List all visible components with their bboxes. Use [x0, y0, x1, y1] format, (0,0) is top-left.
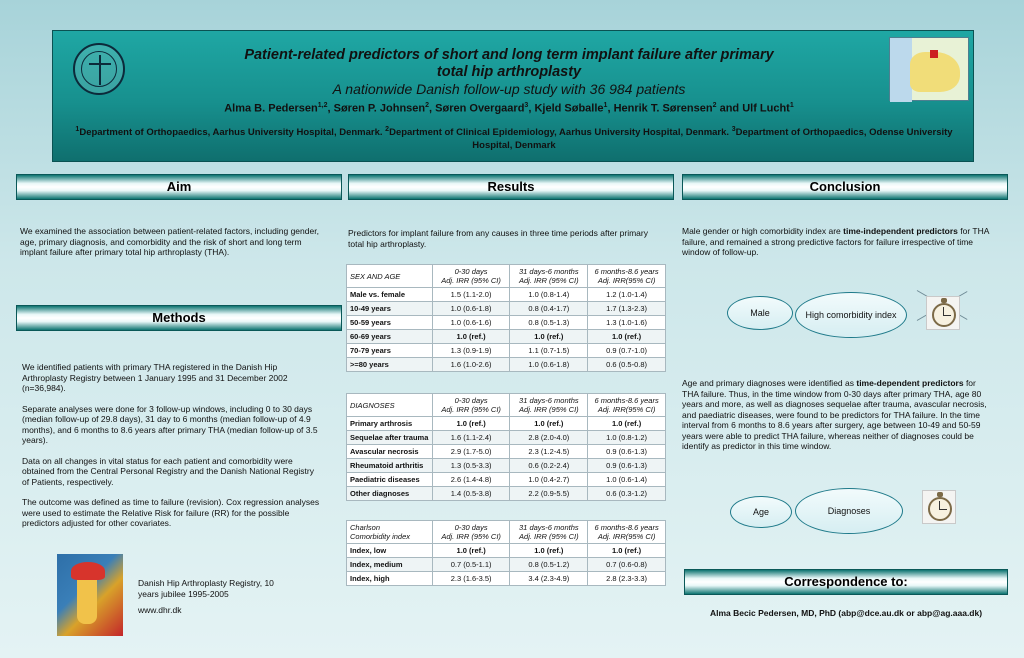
table-cell: 0.8 (0.4-1.7): [510, 302, 588, 316]
aim-heading: Aim: [16, 174, 342, 200]
table-header-row: [347, 394, 666, 417]
row-label: Index, low: [347, 544, 433, 558]
sex-age-table: [346, 264, 666, 372]
affiliation-mark: 2: [385, 126, 390, 133]
table-header-cell: [588, 394, 666, 417]
table-cell: 1.0 (ref.): [432, 417, 510, 431]
author-affiliation-mark: 1: [603, 102, 608, 109]
row-label: Male vs. female: [347, 288, 433, 302]
table-cell: 0.9 (0.6-1.3): [588, 445, 666, 459]
table-header-text: SEX AND AGE: [350, 271, 401, 281]
table-row: [347, 288, 666, 302]
table-cell: 0.6 (0.2-2.4): [510, 459, 588, 473]
table-cell: 0.8 (0.5-1.3): [510, 316, 588, 330]
author-name: Søren P. Johnsen: [333, 102, 426, 115]
table-header-cell: [347, 521, 433, 544]
pocket-watch-icon: [926, 296, 960, 330]
affiliation-mark: 1: [75, 126, 80, 133]
diagnoses-oval: Diagnoses: [795, 488, 903, 534]
author-name: Kjeld Søballe: [534, 102, 604, 115]
table-header-text: 0-30 days: [454, 396, 488, 405]
row-label: Primary arthrosis: [347, 417, 433, 431]
table-header-text: 31 days-6 months: [518, 267, 579, 276]
table-header-text: 0-30 days: [454, 267, 488, 276]
author-name: Søren Overgaard: [435, 102, 525, 115]
conclusion-emphasis: time-dependent predictors: [856, 378, 964, 388]
table-cell: 0.6 (0.3-1.2): [588, 487, 666, 501]
author-list: [133, 98, 885, 117]
table-row: [347, 473, 666, 487]
table-cell: 2.8 (2.0-4.0): [510, 431, 588, 445]
table-header-text: 31 days-6 months: [519, 396, 579, 405]
table-cell: 1.0 (0.4-2.7): [510, 473, 588, 487]
table-row: [347, 330, 666, 344]
row-label: Other diagnoses: [347, 487, 433, 501]
affiliation-text: Department of Clinical Epidemiology, Aarhus University Hospital, Denmark.: [389, 127, 732, 139]
diagnoses-table: [346, 393, 666, 501]
table-header-text: 6 months-8.6 years: [594, 523, 659, 532]
table-row: [347, 358, 666, 372]
row-label: Sequelae after trauma: [347, 431, 433, 445]
conclusion-emphasis: time-independent predictors: [843, 226, 958, 236]
male-oval: Male: [727, 296, 793, 330]
table-cell: 0.7 (0.6-0.8): [588, 558, 666, 572]
table-row: [347, 459, 666, 473]
row-label: 60-69 years: [347, 330, 433, 344]
table-row: [347, 431, 666, 445]
table-row: [347, 417, 666, 431]
table-header-text: DIAGNOSES: [350, 400, 395, 410]
affiliation-text: Department of Orthopaedics, Aarhus University Hospital, Denmark.: [79, 127, 386, 139]
row-label: Index, medium: [347, 558, 433, 572]
author-affiliation-mark: 2: [425, 102, 430, 109]
table-cell: 0.6 (0.5-0.8): [588, 358, 666, 372]
table-header-text: Adj. IRR (95% CI): [441, 405, 501, 414]
dhr-caption: [138, 578, 308, 616]
author-separator: ,: [429, 102, 436, 115]
table-cell: 2.3 (1.6-3.5): [432, 572, 510, 586]
table-header-cell: [510, 265, 588, 288]
table-cell: 1.3 (1.0-1.6): [588, 316, 666, 330]
table-cell: 1.4 (0.5-3.8): [432, 487, 510, 501]
methods-paragraph: Data on all changes in vital status for each patient and comorbidity were obtained from the Central Personal Registry and the Danish National Registry of Patients, respectively.: [22, 455, 314, 487]
table-header-cell: [432, 265, 510, 288]
methods-heading: Methods: [16, 305, 342, 331]
table-cell: 1.7 (1.3-2.3): [588, 302, 666, 316]
table-cell: 1.2 (1.0-1.4): [588, 288, 666, 302]
poster-subtitle: A nationwide Danish follow-up study with 36 984 patients: [332, 81, 686, 97]
table-header-text: 6 months-8.6 years: [594, 396, 659, 405]
table-cell: 1.0 (ref.): [510, 417, 588, 431]
table-header-cell: [588, 521, 666, 544]
table-cell: 2.6 (1.4-4.8): [432, 473, 510, 487]
table-cell: 0.7 (0.5-1.1): [432, 558, 510, 572]
table-cell: 2.2 (0.9-5.5): [510, 487, 588, 501]
table-header-row: [347, 265, 666, 288]
affiliation-text: Department of Orthopaedics, Odense University Hospital, Denmark: [472, 127, 953, 152]
comorbidity-table: [346, 520, 666, 586]
table-header-cell: [588, 265, 666, 288]
table-header-text: Adj. IRR (95% CI): [519, 532, 579, 541]
table-header-text: Adj. IRR (95% CI): [518, 276, 579, 285]
table-cell: 1.0 (ref.): [510, 330, 588, 344]
correspondence-text: Alma Becic Pedersen, MD, PhD (abp@dce.au.dk or abp@ag.aaa.dk): [709, 608, 983, 618]
table-cell: 1.0 (0.8-1.4): [510, 288, 588, 302]
author-name: Ulf Lucht: [742, 102, 790, 115]
author-affiliation-mark: 1,2: [317, 102, 328, 109]
pocket-watch-icon: [922, 490, 956, 524]
table-header-cell: [510, 394, 588, 417]
dhr-caption-line2: years jubilee 1995-2005: [138, 588, 229, 599]
conclusion-text: for THA failure, and remained a strong predictive factors for failure irrespective of time window of follow-up.: [682, 226, 989, 257]
dhr-jubilee-image: [57, 554, 123, 636]
table-cell: 0.9 (0.7-1.0): [588, 344, 666, 358]
table-row: [347, 302, 666, 316]
table-header-text: Adj. IRR (95% CI): [519, 405, 579, 414]
table-cell: 1.0 (ref.): [432, 544, 510, 558]
table-cell: 1.0 (0.8-1.2): [588, 431, 666, 445]
dhr-url-link[interactable]: www.dhr.dk: [138, 605, 182, 615]
conclusion-paragraph-1: [682, 226, 992, 258]
table-row: [347, 558, 666, 572]
table-header-cell: [347, 265, 433, 288]
table-cell: 2.9 (1.7-5.0): [432, 445, 510, 459]
table-cell: 1.0 (0.6-1.6): [432, 316, 510, 330]
correspondence-heading: Correspondence to:: [684, 569, 1008, 595]
affiliations: [61, 123, 967, 152]
conclusion-paragraph-2: [682, 378, 992, 452]
author-affiliation-mark: 2: [712, 102, 717, 109]
table-row: [347, 572, 666, 586]
row-label: >=80 years: [347, 358, 433, 372]
table-row: [347, 445, 666, 459]
conclusion-text: Age and primary diagnoses were identified as: [682, 378, 857, 388]
table-row: [347, 344, 666, 358]
author-name: Henrik T. Sørensen: [613, 102, 713, 115]
results-heading: Results: [348, 174, 674, 200]
row-label: Paediatric diseases: [347, 473, 433, 487]
table-cell: 1.6 (1.0-2.6): [432, 358, 510, 372]
methods-paragraph: The outcome was defined as time to failure (revision). Cox regression analyses were used to estimate the Relative Risk for failure (RR) for the possible predictors adjusted for other covariates.: [22, 497, 320, 528]
table-cell: 1.0 (ref.): [588, 330, 666, 344]
row-label: 50-59 years: [347, 316, 433, 330]
table-header-cell: [510, 521, 588, 544]
table-cell: 1.3 (0.9-1.9): [432, 344, 510, 358]
affiliation-mark: 3: [731, 126, 736, 133]
conclusion-heading: Conclusion: [682, 174, 1008, 200]
table-row: [347, 487, 666, 501]
table-header-text: Adj. IRR (95% CI): [441, 532, 501, 541]
table-cell: 1.1 (0.7-1.5): [510, 344, 588, 358]
comorbidity-oval: High comorbidity index: [795, 292, 907, 338]
table-cell: 1.6 (1.1-2.4): [432, 431, 510, 445]
table-cell: 1.0 (ref.): [432, 330, 510, 344]
table-header-text: Charlson: [350, 523, 381, 532]
table-header-text: 0-30 days: [454, 523, 488, 532]
table-header-cell: [432, 394, 510, 417]
university-seal-icon: [73, 43, 125, 95]
row-label: 70-79 years: [347, 344, 433, 358]
table-cell: 0.8 (0.5-1.2): [510, 558, 588, 572]
table-cell: 1.0 (0.6-1.4): [588, 473, 666, 487]
table-cell: 1.0 (ref.): [510, 544, 588, 558]
table-header-text: Adj. IRR(95% CI): [597, 276, 656, 285]
aim-text: We examined the association between patient-related factors, including gender, age, primary diagnosis, and comorbidity and the risk of short and long term implant failure after primary total hip arthroplasty (THA).: [20, 226, 319, 257]
methods-text: [22, 362, 322, 539]
table-header-text: Adj. IRR(95% CI): [597, 532, 656, 541]
table-cell: 1.5 (1.1-2.0): [432, 288, 510, 302]
conclusion-text: Male gender or high comorbidity index are: [682, 226, 844, 236]
table-cell: 2.3 (1.2-4.5): [510, 445, 588, 459]
table-cell: 0.9 (0.6-1.3): [588, 459, 666, 473]
results-intro: Predictors for implant failure from any causes in three time periods after primary total hip arthroplasty.: [348, 228, 648, 249]
author-affiliation-mark: 1: [789, 102, 794, 109]
methods-paragraph: Separate analyses were done for 3 follow-up windows, including 0 to 30 days (median follow-up of 29.8 days), 31 day to 6 months (median follow-up of 4.9 months), and 6 months to 8.6 years after primary THA (median follow-up of 3.5 years).: [22, 403, 318, 445]
table-header-text: Adj. IRR (95% CI): [441, 276, 501, 285]
table-cell: 1.0 (ref.): [588, 417, 666, 431]
conclusion-text: for THA failure. Thus, in the time window from 0-30 days after primary THA, age 80 years and more, as well as diagnoses sequelae after trauma, avascular necrosis, and paediatric diseases, were found to be predictors for THA failure. In the time interval from 6 months to 8.6 years after surgery, age between 10-49 and 50-59 years were able to predict THA failure, whereas neither of diagnoses could be identify as predictor in this time window.: [682, 378, 987, 451]
author-separator: ,: [327, 102, 334, 115]
table-cell: 2.8 (2.3-3.3): [588, 572, 666, 586]
poster-title-line2: total hip arthroplasty: [436, 64, 582, 80]
table-header-text: 31 days-6 months: [519, 523, 579, 532]
table-row: [347, 316, 666, 330]
row-label: 10-49 years: [347, 302, 433, 316]
methods-paragraph: We identified patients with primary THA registered in the Danish Hip Arthroplasty Registry between 1 January 1995 and 31 December 2002 (n=36,984).: [22, 362, 288, 393]
row-label: Rheumatoid arthritis: [347, 459, 433, 473]
author-affiliation-mark: 3: [524, 102, 529, 109]
table-header-text: Comorbidity index: [350, 532, 411, 541]
table-cell: 1.0 (0.6-1.8): [432, 302, 510, 316]
author-name: Alma B. Pedersen: [224, 102, 318, 115]
europe-map-icon: [889, 37, 969, 101]
table-cell: 1.3 (0.5-3.3): [432, 459, 510, 473]
poster-title-line1: Patient-related predictors of short and long term implant failure after primary: [244, 47, 774, 63]
author-separator: ,: [607, 102, 614, 115]
table-row: [347, 544, 666, 558]
table-header-cell: [347, 394, 433, 417]
table-header-text: 6 months-8.6 years: [594, 267, 659, 276]
author-separator: and: [716, 102, 743, 115]
row-label: Index, high: [347, 572, 433, 586]
table-cell: 1.0 (ref.): [588, 544, 666, 558]
poster-header: [52, 30, 974, 162]
table-header-cell: [432, 521, 510, 544]
dhr-caption-line1: Danish Hip Arthroplasty Registry, 10: [138, 578, 274, 588]
table-cell: 1.0 (0.6-1.8): [510, 358, 588, 372]
table-cell: 3.4 (2.3-4.9): [510, 572, 588, 586]
author-separator: ,: [528, 102, 535, 115]
table-header-row: [347, 521, 666, 544]
age-oval: Age: [730, 496, 792, 528]
header-text: [133, 47, 885, 117]
row-label: Avascular necrosis: [347, 445, 433, 459]
table-header-text: Adj. IRR(95% CI): [597, 405, 656, 414]
